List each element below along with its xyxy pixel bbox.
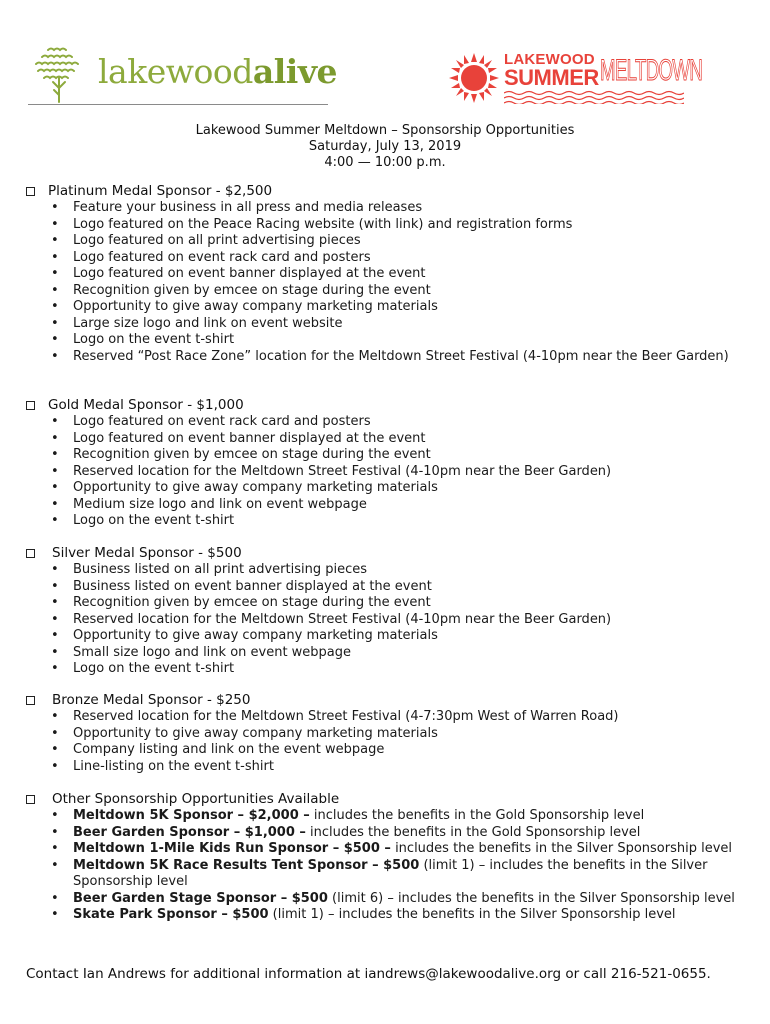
gold-benefits xyxy=(26,414,746,530)
list-item xyxy=(26,464,746,481)
silver-benefits xyxy=(26,562,746,678)
list-item xyxy=(26,266,746,283)
item-title: Meltdown 5K Race Results Tent Sponsor – $500 xyxy=(73,857,420,873)
bullet-icon: • xyxy=(51,463,59,479)
list-item xyxy=(26,841,746,858)
bullet-icon: • xyxy=(51,282,59,298)
document-title xyxy=(0,123,770,171)
bullet-icon: • xyxy=(51,200,59,215)
bullet-icon: • xyxy=(51,447,59,462)
gold-heading xyxy=(26,397,746,414)
item-text: Reserved location for the Meltdown Street Festival (4-7:30pm West of Warren Road) xyxy=(73,709,619,724)
bullet-icon: • xyxy=(51,709,59,724)
checkbox-icon xyxy=(26,696,35,705)
bullet-icon: • xyxy=(51,513,59,528)
checkbox-icon xyxy=(26,795,35,804)
bullet-icon: • xyxy=(51,824,59,840)
item-text: Feature your business in all press and media releases xyxy=(73,200,423,215)
bullet-icon: • xyxy=(51,480,59,495)
item-text: Business listed on all print advertising pieces xyxy=(73,562,368,577)
item-detail: (limit 1) – includes the benefits in the Silver Sponsorship level xyxy=(268,907,676,922)
list-item xyxy=(26,709,746,726)
title-line1: Lakewood Summer Meltdown – Sponsorship Opportunities xyxy=(195,123,575,138)
item-detail: (limit 1) – includes the benefits in the Silver Sponsorship level xyxy=(73,857,708,889)
list-item xyxy=(26,579,746,596)
bronze-heading-label: Bronze Medal Sponsor - $250 xyxy=(52,692,251,708)
item-text: Opportunity to give away company marketing materials xyxy=(73,480,438,495)
list-item xyxy=(26,513,746,530)
checkbox-icon xyxy=(26,549,35,558)
list-item xyxy=(26,907,746,924)
silver-section xyxy=(26,545,746,678)
item-text: Logo featured on event rack card and posters xyxy=(73,249,371,265)
bullet-icon: • xyxy=(51,299,59,314)
title-time: 4:00 — 10:00 p.m. xyxy=(324,155,446,170)
gold-section xyxy=(26,397,746,530)
list-item xyxy=(26,431,746,448)
item-text: Recognition given by emcee on stage during the event xyxy=(73,447,431,462)
list-item xyxy=(26,628,746,645)
bullet-icon: • xyxy=(51,841,59,856)
item-text: Logo featured on event banner displayed at the event xyxy=(73,266,426,281)
bronze-section xyxy=(26,692,746,775)
list-item xyxy=(26,299,746,316)
list-item xyxy=(26,759,746,776)
list-item xyxy=(26,480,746,497)
item-detail: includes the benefits in the Gold Sponsorship level xyxy=(309,808,645,823)
item-title: Meltdown 1-Mile Kids Run Sponsor – $500 – xyxy=(73,841,391,856)
other-opportunities xyxy=(26,808,746,924)
bullet-icon: • xyxy=(51,661,59,676)
item-text: Reserved location for the Meltdown Street Festival (4-10pm near the Beer Garden) xyxy=(73,463,612,479)
list-item xyxy=(26,808,746,825)
checkbox-icon xyxy=(26,187,35,196)
title-date: Saturday, July 13, 2019 xyxy=(308,139,462,154)
list-item xyxy=(26,414,746,431)
header-rule xyxy=(28,104,328,105)
list-item xyxy=(26,217,746,234)
list-item xyxy=(26,742,746,759)
platinum-heading xyxy=(26,183,746,200)
bullet-icon: • xyxy=(51,808,59,823)
list-item xyxy=(26,562,746,579)
list-item xyxy=(26,595,746,612)
silver-heading-label: Silver Medal Sponsor - $500 xyxy=(52,545,242,561)
item-title: Skate Park Sponsor – $500 xyxy=(73,907,269,922)
platinum-section xyxy=(26,183,746,365)
bullet-icon: • xyxy=(51,857,59,873)
list-item xyxy=(26,332,746,349)
item-text: Recognition given by emcee on stage during the event xyxy=(73,282,431,298)
list-item xyxy=(26,612,746,629)
checkbox-icon xyxy=(26,401,35,410)
item-text: Logo featured on all print advertising pieces xyxy=(73,233,361,248)
bullet-icon: • xyxy=(51,578,59,594)
bronze-benefits xyxy=(26,709,746,775)
brand-wordmark xyxy=(98,52,337,91)
silver-heading xyxy=(26,545,746,562)
list-item xyxy=(26,283,746,300)
bullet-icon: • xyxy=(51,216,59,232)
item-title: Beer Garden Stage Sponsor – $500 xyxy=(73,890,328,906)
bullet-icon: • xyxy=(51,758,59,774)
item-text: Recognition given by emcee on stage during the event xyxy=(73,595,431,610)
bullet-icon: • xyxy=(51,725,59,741)
item-text: Logo featured on event rack card and posters xyxy=(73,414,371,429)
bullet-icon: • xyxy=(51,430,59,446)
list-item xyxy=(26,447,746,464)
bullet-icon: • xyxy=(51,644,59,660)
item-text: Logo featured on the Peace Racing website (with link) and registration forms xyxy=(73,216,573,232)
item-text: Reserved location for the Meltdown Street Festival (4-10pm near the Beer Garden) xyxy=(73,611,612,627)
list-item xyxy=(26,891,746,908)
summer-meltdown-logo xyxy=(448,51,703,112)
brand-part2: alive xyxy=(252,52,337,91)
bullet-icon: • xyxy=(51,890,59,906)
list-item xyxy=(26,316,746,333)
bullet-icon: • xyxy=(51,249,59,265)
bullet-icon: • xyxy=(51,332,59,347)
list-item xyxy=(26,726,746,743)
list-item xyxy=(26,250,746,267)
sun-icon xyxy=(448,52,500,104)
brand-part1: lakewood xyxy=(98,52,253,91)
item-text: Reserved “Post Race Zone” location for the Meltdown Street Festival (4-10pm near the Beer Garden) xyxy=(73,348,729,364)
item-text: Large size logo and link on event website xyxy=(73,315,343,331)
bullet-icon: • xyxy=(51,414,59,429)
item-detail: includes the benefits in the Gold Sponsorship level xyxy=(305,824,641,840)
item-text: Medium size logo and link on event webpage xyxy=(73,496,367,512)
waves-icon xyxy=(504,90,684,104)
other-heading xyxy=(26,791,746,808)
list-item xyxy=(26,349,746,366)
contact-line: Contact Ian Andrews for additional information at iandrews@lakewoodalive.org or call 216-521-0655. xyxy=(26,966,711,982)
list-item xyxy=(26,233,746,250)
item-title: Beer Garden Sponsor – $1,000 – xyxy=(73,824,306,840)
item-text: Opportunity to give away company marketing materials xyxy=(73,299,438,314)
platinum-benefits xyxy=(26,200,746,365)
tree-icon xyxy=(28,42,90,104)
gold-heading-label: Gold Medal Sponsor - $1,000 xyxy=(48,397,244,413)
bullet-icon: • xyxy=(51,611,59,627)
bullet-icon: • xyxy=(51,742,59,757)
item-text: Logo on the event t-shirt xyxy=(73,661,235,676)
item-text: Business listed on event banner displayed at the event xyxy=(73,578,432,594)
item-text: Logo on the event t-shirt xyxy=(73,513,235,528)
item-text: Opportunity to give away company marketing materials xyxy=(73,725,438,741)
list-item xyxy=(26,645,746,662)
bullet-icon: • xyxy=(51,595,59,610)
bullet-icon: • xyxy=(51,907,59,922)
list-item xyxy=(26,825,746,842)
item-text: Line-listing on the event t-shirt xyxy=(73,758,274,774)
platinum-heading-label: Platinum Medal Sponsor - $2,500 xyxy=(48,183,273,199)
item-text: Logo featured on event banner displayed at the event xyxy=(73,430,426,446)
item-text: Company listing and link on the event webpage xyxy=(73,742,385,757)
other-heading-label: Other Sponsorship Opportunities Available xyxy=(52,791,340,807)
item-text: Small size logo and link on event webpage xyxy=(73,644,352,660)
bullet-icon: • xyxy=(51,562,59,577)
bullet-icon: • xyxy=(51,628,59,643)
list-item xyxy=(26,200,746,217)
bronze-heading xyxy=(26,692,746,709)
bullet-icon: • xyxy=(51,315,59,331)
bullet-icon: • xyxy=(51,233,59,248)
lakewoodalive-logo xyxy=(28,42,337,106)
bullet-icon: • xyxy=(51,266,59,281)
other-section xyxy=(26,791,746,924)
bullet-icon: • xyxy=(51,348,59,364)
logo-line3: MELTDOWN xyxy=(600,54,703,87)
bullet-icon: • xyxy=(51,496,59,512)
item-detail: includes the benefits in the Silver Sponsorship level xyxy=(390,841,733,856)
item-text: Opportunity to give away company marketing materials xyxy=(73,628,438,643)
list-item xyxy=(26,661,746,678)
item-text: Logo on the event t-shirt xyxy=(73,332,235,347)
list-item xyxy=(26,497,746,514)
item-detail: (limit 6) – includes the benefits in the Silver Sponsorship level xyxy=(327,890,735,906)
item-title: Meltdown 5K Sponsor – $2,000 – xyxy=(73,808,310,823)
list-item xyxy=(26,858,746,891)
logo-line1: LAKEWOOD xyxy=(504,51,595,68)
logo-line2: SUMMER xyxy=(504,65,599,90)
